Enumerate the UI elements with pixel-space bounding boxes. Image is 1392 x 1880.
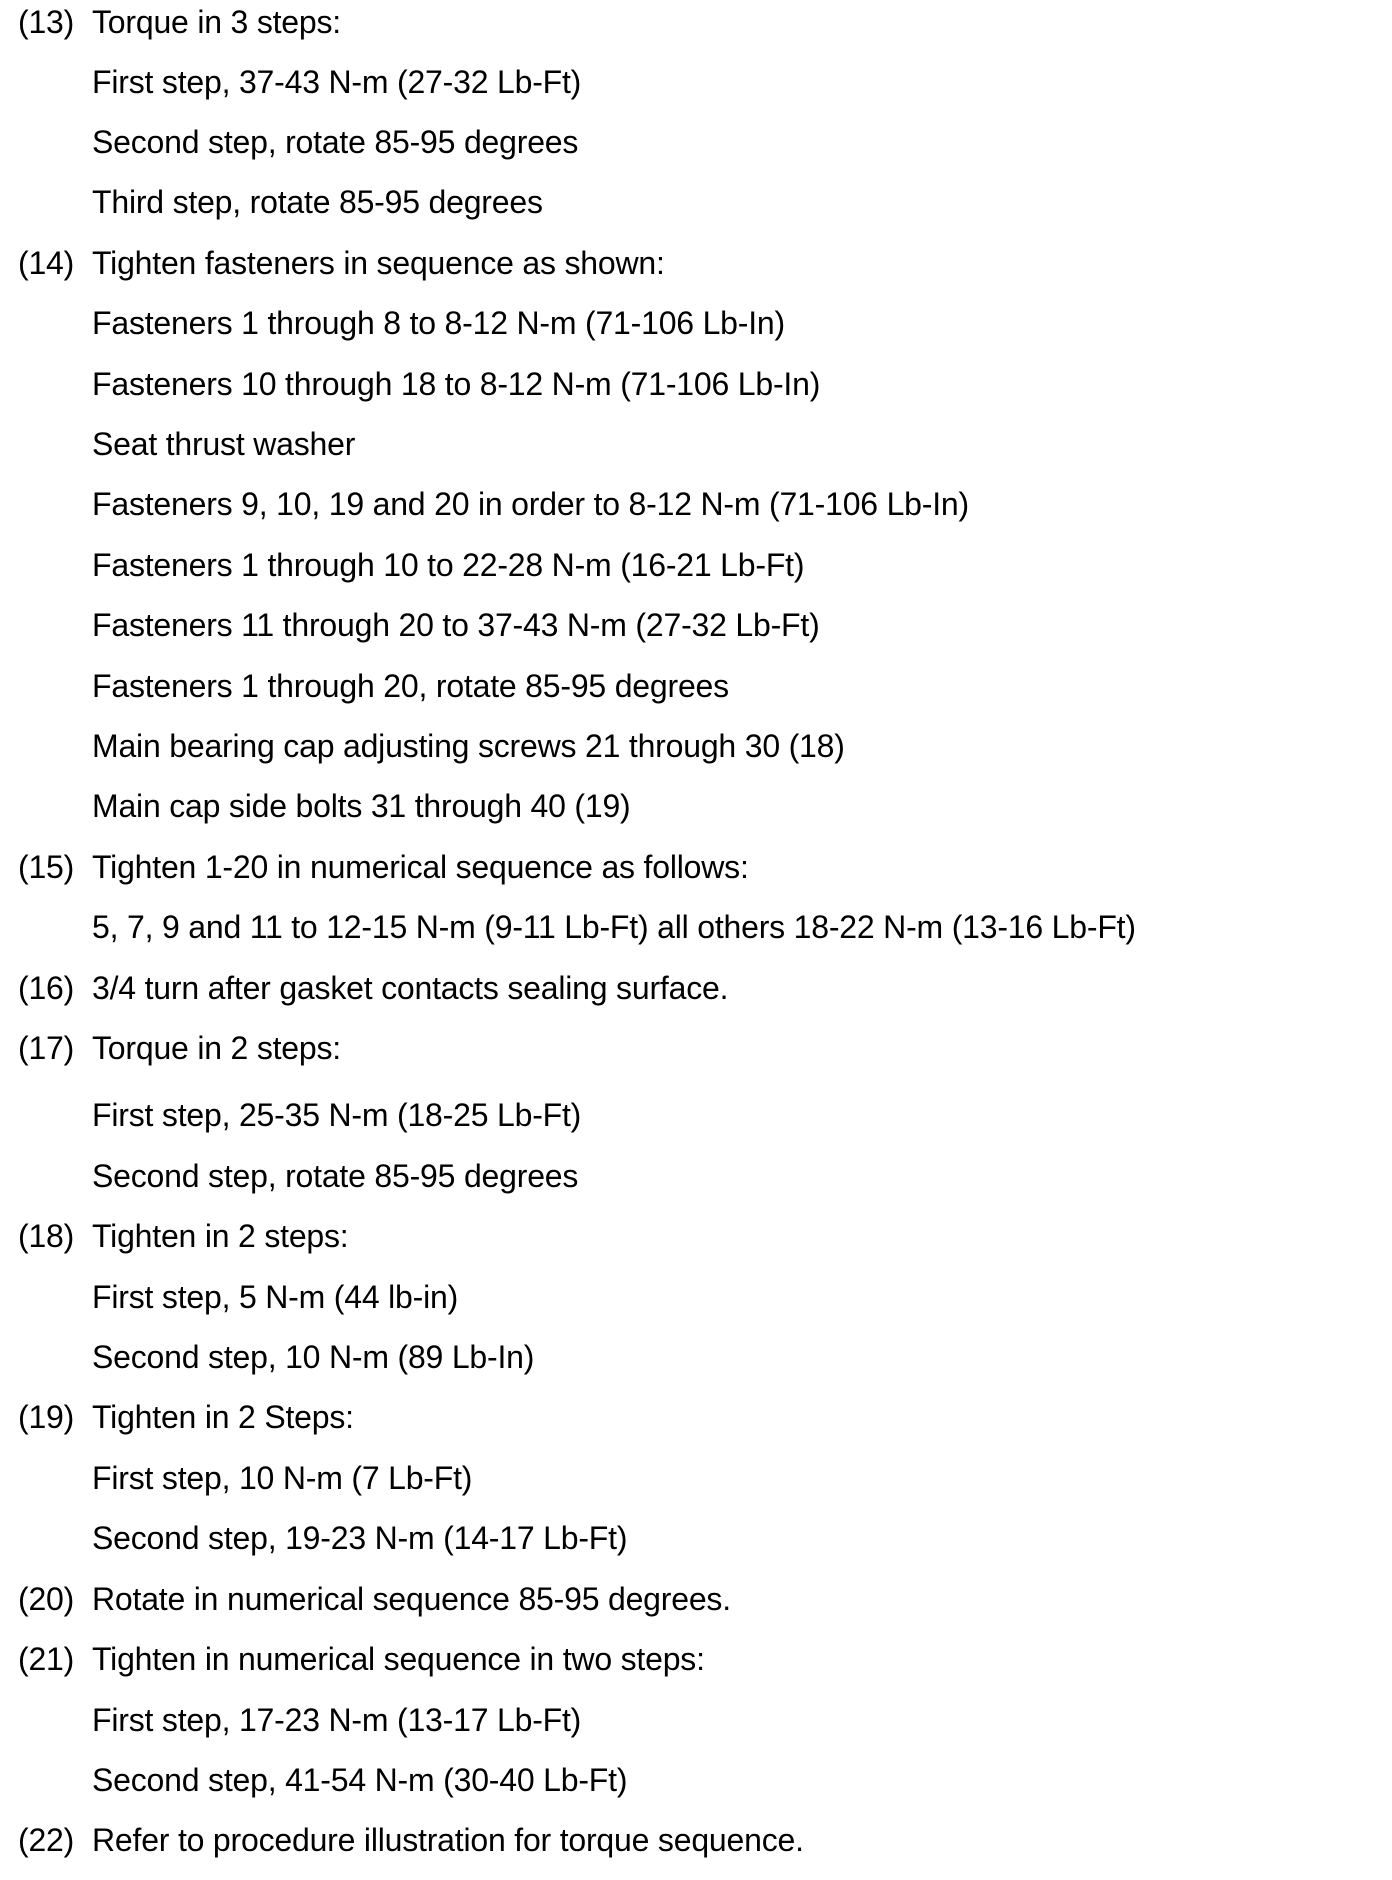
- note-heading: Tighten in numerical sequence in two steps:: [92, 1641, 705, 1677]
- note-step: Seat thrust washer: [92, 426, 356, 462]
- note-number: (19): [18, 1399, 75, 1435]
- note-heading: Tighten in 2 steps:: [92, 1218, 349, 1254]
- note-step: Fasteners 1 through 8 to 8-12 N-m (71-106 Lb-In): [92, 305, 785, 341]
- note-step: 5, 7, 9 and 11 to 12-15 N-m (9-11 Lb-Ft) all others 18-22 N-m (13-16 Lb-Ft): [92, 909, 1136, 945]
- note-step: Fasteners 10 through 18 to 8-12 N-m (71-106 Lb-In): [92, 366, 821, 402]
- note-step: Main cap side bolts 31 through 40 (19): [92, 788, 631, 824]
- note-step: Fasteners 11 through 20 to 37-43 N-m (27-32 Lb-Ft): [92, 607, 820, 643]
- note-number: (17): [18, 1030, 75, 1066]
- note-number: (22): [18, 1822, 75, 1858]
- note-step: Second step, 19-23 N-m (14-17 Lb-Ft): [92, 1520, 628, 1556]
- note-step: Fasteners 1 through 20, rotate 85-95 degrees: [92, 668, 729, 704]
- note-number: (16): [18, 970, 75, 1006]
- note-step: First step, 10 N-m (7 Lb-Ft): [92, 1460, 473, 1496]
- note-step: First step, 25-35 N-m (18-25 Lb-Ft): [92, 1097, 582, 1133]
- note-step: Fasteners 9, 10, 19 and 20 in order to 8-12 N-m (71-106 Lb-In): [92, 486, 969, 522]
- note-step: Third step, rotate 85-95 degrees: [92, 184, 543, 220]
- note-step: Second step, rotate 85-95 degrees: [92, 124, 579, 160]
- note-step: First step, 17-23 N-m (13-17 Lb-Ft): [92, 1702, 582, 1738]
- note-heading: Tighten fasteners in sequence as shown:: [92, 245, 665, 281]
- note-step: Fasteners 1 through 10 to 22-28 N-m (16-21 Lb-Ft): [92, 547, 805, 583]
- note-number: (15): [18, 849, 75, 885]
- note-number: (13): [18, 4, 75, 40]
- note-step: Second step, 10 N-m (89 Lb-In): [92, 1339, 535, 1375]
- note-heading: Torque in 2 steps:: [92, 1030, 341, 1066]
- note-heading: Rotate in numerical sequence 85-95 degrees.: [92, 1581, 731, 1617]
- note-heading: Tighten 1-20 in numerical sequence as follows:: [92, 849, 749, 885]
- note-heading: 3/4 turn after gasket contacts sealing surface.: [92, 970, 729, 1006]
- note-heading: Tighten in 2 Steps:: [92, 1399, 354, 1435]
- note-heading: Refer to procedure illustration for torque sequence.: [92, 1822, 804, 1858]
- note-step: First step, 37-43 N-m (27-32 Lb-Ft): [92, 64, 582, 100]
- note-number: (14): [18, 245, 75, 281]
- note-step: Second step, 41-54 N-m (30-40 Lb-Ft): [92, 1762, 628, 1798]
- note-number: (20): [18, 1581, 75, 1617]
- note-step: Second step, rotate 85-95 degrees: [92, 1158, 579, 1194]
- note-number: (18): [18, 1218, 75, 1254]
- note-heading: Torque in 3 steps:: [92, 4, 341, 40]
- note-step: First step, 5 N-m (44 lb-in): [92, 1279, 459, 1315]
- note-step: Main bearing cap adjusting screws 21 through 30 (18): [92, 728, 845, 764]
- note-number: (21): [18, 1641, 75, 1677]
